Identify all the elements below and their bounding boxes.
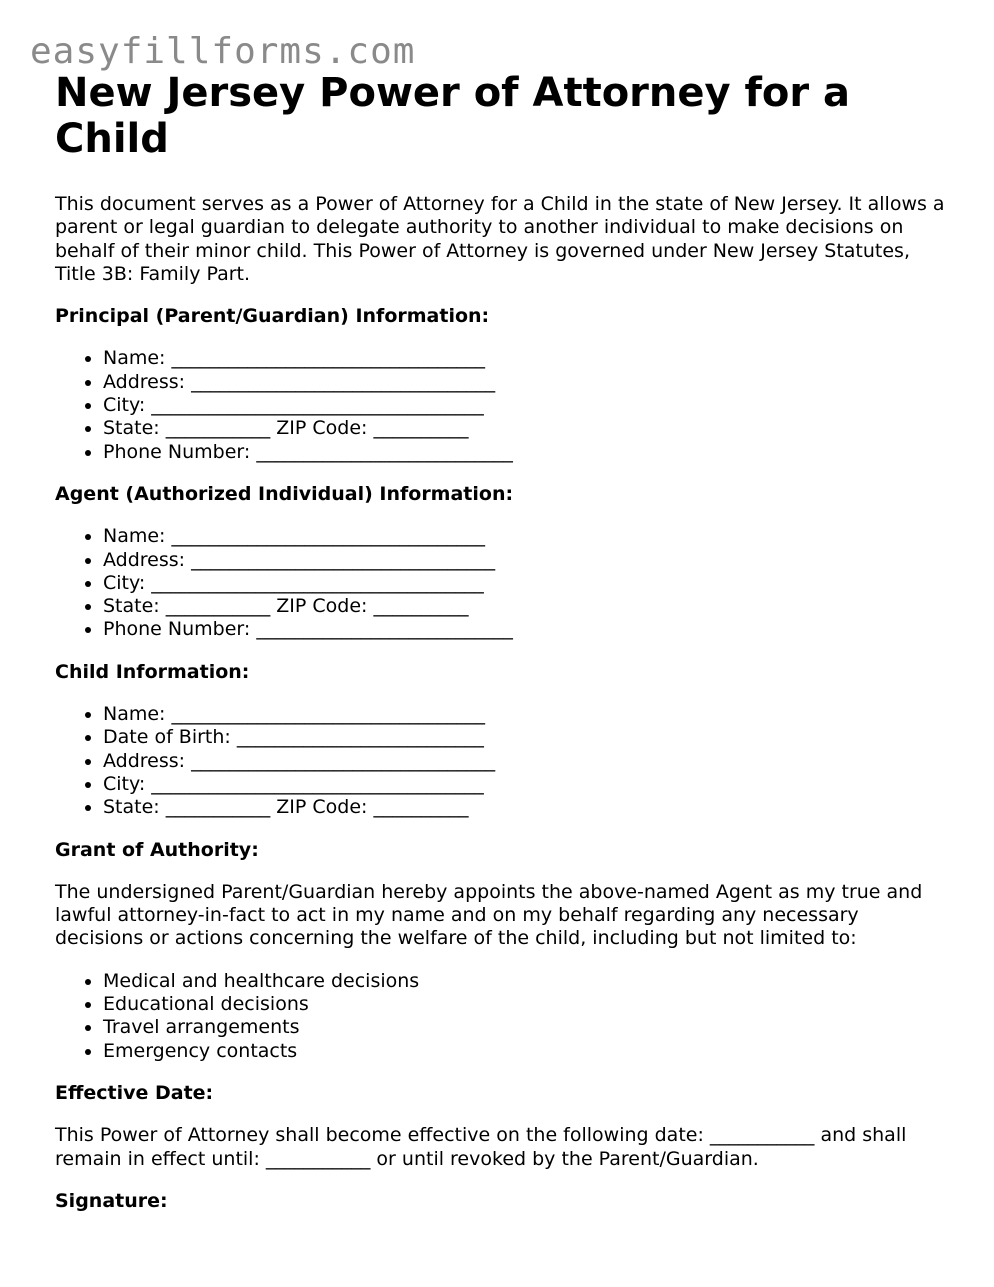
agent-city-field: • City: ___________________________________ — [103, 572, 945, 595]
grant-items — [55, 970, 945, 1063]
principal-heading: Principal (Parent/Guardian) Information: — [55, 305, 490, 328]
agent-heading: Agent (Authorized Individual) Information: — [55, 482, 514, 505]
child-heading: Child Information: — [55, 660, 250, 683]
list-item: • Educational decisions — [103, 993, 945, 1016]
child-address-field: • Address: ________________________________ — [103, 750, 945, 773]
document-body — [55, 70, 945, 1232]
agent-fields — [55, 525, 945, 641]
list-item: • Emergency contacts — [103, 1040, 945, 1063]
effective-date-paragraph: This Power of Attorney shall become effective on the following date: ___________ and shall remain in effect until: ___________ or until revoked by the Parent/Guardian. — [55, 1124, 907, 1170]
principal-phone-field: • Phone Number: ___________________________ — [103, 441, 945, 464]
agent-address-field: • Address: ________________________________ — [103, 549, 945, 572]
principal-state-zip-field: • State: ___________ ZIP Code: __________ — [103, 417, 945, 440]
agent-state-zip-field: • State: ___________ ZIP Code: __________ — [103, 595, 945, 618]
list-item: • Medical and healthcare decisions — [103, 970, 945, 993]
agent-phone-field: • Phone Number: ___________________________ — [103, 618, 945, 641]
principal-address-field: • Address: ________________________________ — [103, 371, 945, 394]
principal-name-field: • Name: _________________________________ — [103, 347, 945, 370]
principal-city-field: • City: ___________________________________ — [103, 394, 945, 417]
list-item: • Travel arrangements — [103, 1016, 945, 1039]
grant-paragraph: The undersigned Parent/Guardian hereby appoints the above-named Agent as my true and lawful attorney-in-fact to act in my name and on my behalf regarding any necessary decisions or actions concerning the welfare of the child, including but not limited to: — [55, 880, 923, 950]
effective-date-heading: Effective Date: — [55, 1081, 214, 1104]
document-title: New Jersey Power of Attorney for a Child — [55, 70, 851, 162]
child-state-zip-field: • State: ___________ ZIP Code: __________ — [103, 796, 945, 819]
grant-heading: Grant of Authority: — [55, 838, 259, 861]
child-city-field: • City: ___________________________________ — [103, 773, 945, 796]
child-fields — [55, 703, 945, 819]
watermark: easyfillforms.com — [30, 31, 416, 72]
child-name-field: • Name: _________________________________ — [103, 703, 945, 726]
child-dob-field: • Date of Birth: __________________________ — [103, 726, 945, 749]
signature-heading: Signature: — [55, 1189, 168, 1212]
agent-name-field: • Name: _________________________________ — [103, 525, 945, 548]
intro-paragraph: This document serves as a Power of Attorney for a Child in the state of New Jersey. It allows a parent or legal guardian to delegate authority to another individual to make decisions on behalf of their minor child. This Power of Attorney is governed under New Jersey Statutes, Title 3B: Family Part. — [55, 193, 945, 285]
principal-fields — [55, 347, 945, 463]
